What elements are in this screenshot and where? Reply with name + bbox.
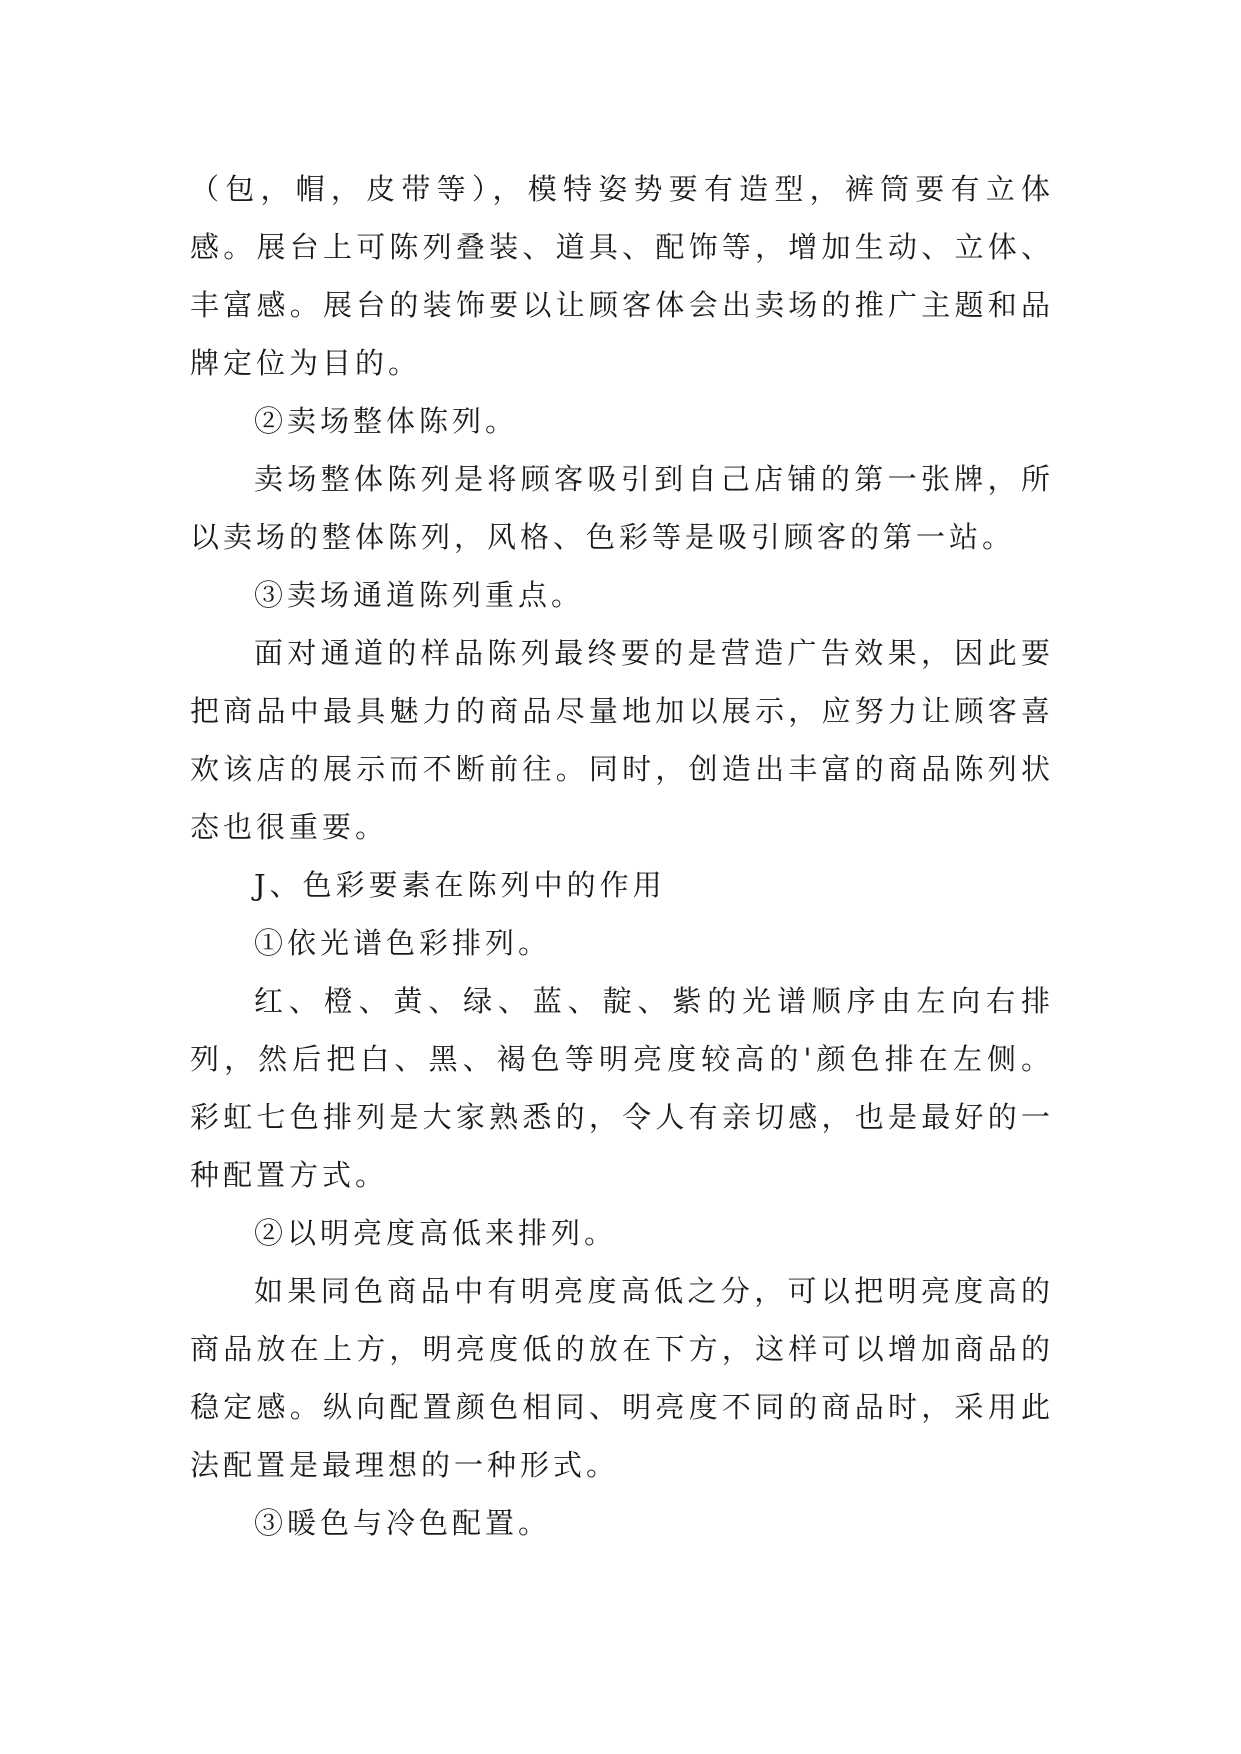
paragraph: 如果同色商品中有明亮度高低之分，可以把明亮度高的商品放在上方，明亮度低的放在下方，这样可以增加商品的稳定感。纵向配置颜色相同、明亮度不同的商品时，采用此法配置是最理想的一种形式。 <box>190 1274 1054 1482</box>
paragraph: 面对通道的样品陈列最终要的是营造广告效果，因此要把商品中最具魅力的商品尽量地加以展示，应努力让顾客喜欢该店的展示而不断前往。同时，创造出丰富的商品陈列状态也很重要。 <box>190 636 1054 844</box>
paragraph: 红、橙、黄、绿、蓝、靛、紫的光谱顺序由左向右排列，然后把白、黑、褐色等明亮度较高的'颜色排在左侧。彩虹七色排列是大家熟悉的，令人有亲切感，也是最好的一种配置方式。 <box>190 984 1054 1192</box>
subheading-brightness: ②以明亮度高低来排列。 <box>254 1216 618 1250</box>
paragraph: （包，帽，皮带等），模特姿势要有造型，裤筒要有立体感。展台上可陈列叠装、道具、配饰等，增加生动、立体、丰富感。展台的装饰要以让顾客体会出卖场的推广主题和品牌定位为目的。 <box>190 172 1054 380</box>
subheading-overall-display: ②卖场整体陈列。 <box>254 404 519 438</box>
document-body <box>190 160 1054 1552</box>
subheading-warm-cool: ③暖色与冷色配置。 <box>254 1506 552 1540</box>
section-heading-color: J、色彩要素在陈列中的作用 <box>254 868 666 902</box>
subheading-aisle-display: ③卖场通道陈列重点。 <box>254 578 585 612</box>
subheading-spectrum: ①依光谱色彩排列。 <box>254 926 552 960</box>
paragraph: 卖场整体陈列是将顾客吸引到自己店铺的第一张牌，所以卖场的整体陈列，风格、色彩等是吸引顾客的第一站。 <box>190 462 1054 554</box>
